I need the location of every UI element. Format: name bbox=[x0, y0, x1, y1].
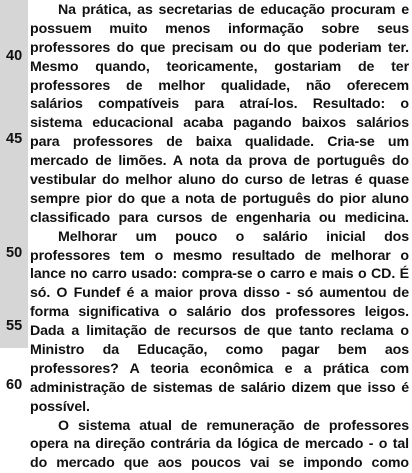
article-text bbox=[30, 1, 409, 473]
text-line: professores tem o mesmo resultado de melhorar o bbox=[30, 247, 409, 264]
text-line: forma significativa o salário dos professores leigos. bbox=[30, 304, 409, 321]
text-line: Dada a limitação de recursos de que tanto reclama o bbox=[30, 323, 409, 340]
text-line: O sistema atual de remuneração de professores bbox=[58, 417, 409, 434]
text-line: salários compatíveis para atraí-los. Resultado: o bbox=[30, 96, 409, 113]
text-line: Na prática, as secretarias de educação procuram e bbox=[58, 2, 409, 18]
text-line: para professores de baixa qualidade. Cria-se um bbox=[30, 134, 409, 151]
text-line: classificado para cursos de engenharia ou medicina. bbox=[30, 209, 409, 226]
text-line: professores? A teoria econômica e a prática com bbox=[30, 360, 409, 377]
text-line: só. O Fundef é a maior prova disso - só aumentou de bbox=[30, 285, 409, 302]
text-line: professores de melhor qualidade, não oferecem bbox=[30, 77, 409, 94]
text-line: sempre pior do que a nota de português do pior aluno bbox=[30, 190, 409, 207]
text-line: sistema educacional acaba pagando baixos salários bbox=[30, 115, 409, 132]
text-line: possível. bbox=[30, 398, 90, 415]
text-line: possuem muito menos informação sobre seus bbox=[30, 20, 409, 37]
text-line: do mercado que aos poucos vai se impondo como bbox=[30, 455, 409, 472]
line-number: 40 bbox=[6, 48, 23, 64]
line-numbers bbox=[0, 0, 30, 418]
text-line: lance no carro usado: compra-se o carro e mais o CD. É bbox=[30, 266, 409, 283]
text-line: Mesmo quando, teoricamente, gostariam de ter bbox=[30, 58, 409, 75]
line-number: 55 bbox=[6, 318, 23, 334]
text-line: Melhorar um pouco o salário inicial dos bbox=[58, 228, 409, 245]
line-number: 45 bbox=[6, 131, 23, 147]
text-line: vestibular do melhor aluno do curso de letras é quase bbox=[30, 172, 409, 189]
text-line: mercado de limões. A nota da prova de português do bbox=[30, 153, 409, 170]
line-number: 60 bbox=[6, 377, 23, 393]
text-line: opera na direção contrária da lógica de mercado - o tal bbox=[30, 436, 409, 453]
line-number: 50 bbox=[6, 245, 23, 261]
text-line: administração de sistemas de salário dizem que isso é bbox=[30, 379, 409, 396]
text-line: professores do que precisam ou do que poderiam ter. bbox=[30, 39, 409, 56]
text-line: Ministro da Educação, como pagar bem aos bbox=[30, 342, 409, 359]
